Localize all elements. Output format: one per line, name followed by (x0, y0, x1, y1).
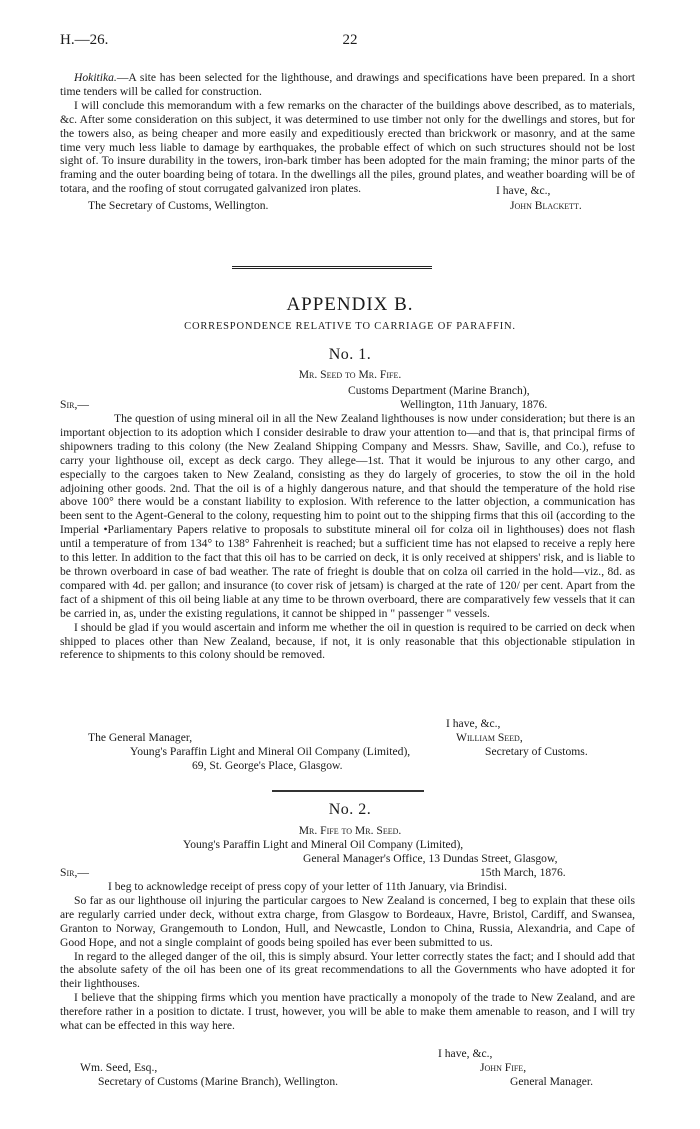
memo-paragraph: I will conclude this memorandum with a few remarks on the character of the buildings above described, as to materials, &c. After some consideration on this subject, it was determined to use timber not only for the dwellings and stores, but for the towers also, as being cheaper and more easily and expeditiously erected than brickwork or masonry, and at the same time very much less liable to damage by earthquakes, the probable effect of which on such structures should not be lost sight of. To insure durability in the towers, iron-bark timber has been adopted for the main framing; the minor parts of the framing and the outer boarding being of totara. In the dwellings all the piles, ground plates, and weather boarding will be of totara, and the roofing of stout corrugated galvanized iron plates. (60, 98, 635, 196)
hokitika-text: —A site has been selected for the lighthouse, and drawings and specifications have been prepared. In a short time tenders will be called for construction. (60, 71, 635, 98)
appendix-title: APPENDIX B. (286, 294, 414, 315)
letter2-paragraph-2: So far as our lighthouse oil injuring the particular cargoes to New Zealand is concerned, I beg to explain that these oils are regularly carried under deck, without extra charge, from Glasgow to Bordeaux, Havre, Bristol, Cardiff, and Swansea, Granton to Norway, Grangemouth to London, Hull, and Newcastle, London to China, Russia, Alexandria, and Cape of Good Hope, and not a single complaint of goods being spoiled has ever been submitted to us. (60, 893, 635, 949)
letter1-paragraph-1: The question of using mineral oil in all the New Zealand lighthouses is now under consideration; but there is an important objection to its adoption which I consider desirable to draw your attention to—and that is, that principal firms of shipowners trading to this colony (the New Zealand Shipping Company and Messrs. Shaw, Saville, and Co.), refuse to carry your lighthouse oil, except as deck cargo. They allege—1st. That it would be injurous to any other cargo, and especially to the cargoes taken to New Zealand, consisting as they do largely of groceries, to stow the oil in the hold adjoining other goods. 2nd. That the oil is of a highly dangerous nature, and that should the temperature of the hold rise above 100° there would be a constant liability to explosion. With reference to the latter objection, a communication has been sent to the Agent-General to the colony, requesting him to point out to the shipping firms that this oil (according to the Imperial •Parliamentary Papers relative to proposals to substitute mineral oil for colza oil in lighthouses) does not flash until a temperature of from 134° to 138° Fahrenheit is reached; but a sufficient time has not elapsed to receive a reply here to this letter. In addition to the fact that this oil has to be carried on deck, it is only received at shippers' risk, and is liable to be thrown overboard in case of bad weather. The rate of frieght is double that on colza oil carried in the hold—viz., 8d. as compared with 4d. per gallon; and insurance (to cover risk of jetsam) is charged at the rate of 120/ per cent. Apart from the fact of a shipment of this oil being liable at any time to be thrown overboard, there are comparatively few vessels that it can be carried in, as, under the existing regulations, it cannot be shipped in " passenger " vessels. (60, 412, 635, 620)
letter2-closing: I have, &c., (438, 1047, 493, 1060)
memo-addressee: The Secretary of Customs, Wellington. (88, 199, 269, 212)
letter2-body (60, 880, 635, 1033)
letter2-number: No. 2. (328, 801, 372, 818)
letter2-salutation: Sir,— (60, 866, 89, 879)
page-number: 22 (342, 32, 358, 48)
letter2-paragraph-4: I believe that the shipping firms which you mention have practically a monopoly of the trade to New Zealand, and are therefore rather in a position to dictate. I trust, however, you will be able to make them amenable to reason, and I will try what can be effected in this way here. (60, 991, 635, 1033)
letter1-number: No. 1. (328, 346, 372, 363)
letter1-closing: I have, &c., (446, 717, 501, 730)
letter1-place-date: Wellington, 11th January, 1876. (400, 398, 548, 411)
letter2-addressee-1: Wm. Seed, Esq., (80, 1061, 158, 1074)
appendix-subtitle: CORRESPONDENCE RELATIVE TO CARRIAGE OF PARAFFIN. (184, 321, 516, 332)
letter1-signature-title: Secretary of Customs. (485, 745, 588, 758)
hokitika-label: Hokitika. (74, 71, 117, 84)
letter2-signature-title: General Manager. (510, 1075, 594, 1088)
letter1-salutation: Sir,— (60, 398, 89, 411)
letter1-addressee-1: The General Manager, (88, 731, 193, 744)
letter2-date: 15th March, 1876. (480, 866, 566, 879)
memo-closing: I have, &c., (496, 184, 551, 197)
letter1-addressee-3: 69, St. George's Place, Glasgow. (192, 759, 343, 772)
letter1-sender-org: Customs Department (Marine Branch), (348, 384, 530, 397)
letter1-from-to: Mr. Seed to Mr. Fife. (298, 368, 402, 381)
letter1-body (60, 412, 635, 662)
letter-divider (272, 790, 424, 792)
document-reference: H.—26. (60, 32, 109, 48)
letter2-signature: John Fife, (480, 1061, 527, 1074)
letter1-signature: William Seed, (456, 731, 523, 744)
letter2-addressee-2: Secretary of Customs (Marine Branch), Wellington. (98, 1075, 339, 1088)
letter2-paragraph-1: I beg to acknowledge receipt of press copy of your letter of 11th January, via Brindisi. (108, 880, 508, 893)
letter2-sender-org: Young's Paraffin Light and Mineral Oil Company (Limited), (183, 838, 464, 851)
letter2-from-to: Mr. Fife to Mr. Seed. (298, 824, 402, 837)
memo-signature: John Blackett. (510, 199, 582, 212)
page-header (60, 32, 640, 52)
letter1-paragraph-2: I should be glad if you would ascertain and inform me whether the oil in question is required to be carried on deck when shipped to places other than New Zealand, because, if not, it is only reasonable that this objectionable stipulation in reference to shipments to this colony should be removed. (60, 620, 635, 662)
letter1-addressee-2: Young's Paraffin Light and Mineral Oil Company (Limited), (130, 745, 411, 758)
memo-hokitika-paragraph (60, 71, 635, 99)
letter2-paragraph-3: In regard to the alleged danger of the oil, this is simply absurd. Your letter correctly states the fact; and I should add that the absolute safety of the oil has been one of its great recommendations to all the Governments who have adopted it for their lighthouses. (60, 949, 635, 991)
letter2-sender-office: General Manager's Office, 13 Dundas Street, Glasgow, (303, 852, 558, 865)
section-divider (232, 266, 432, 269)
memo-body (60, 71, 635, 196)
